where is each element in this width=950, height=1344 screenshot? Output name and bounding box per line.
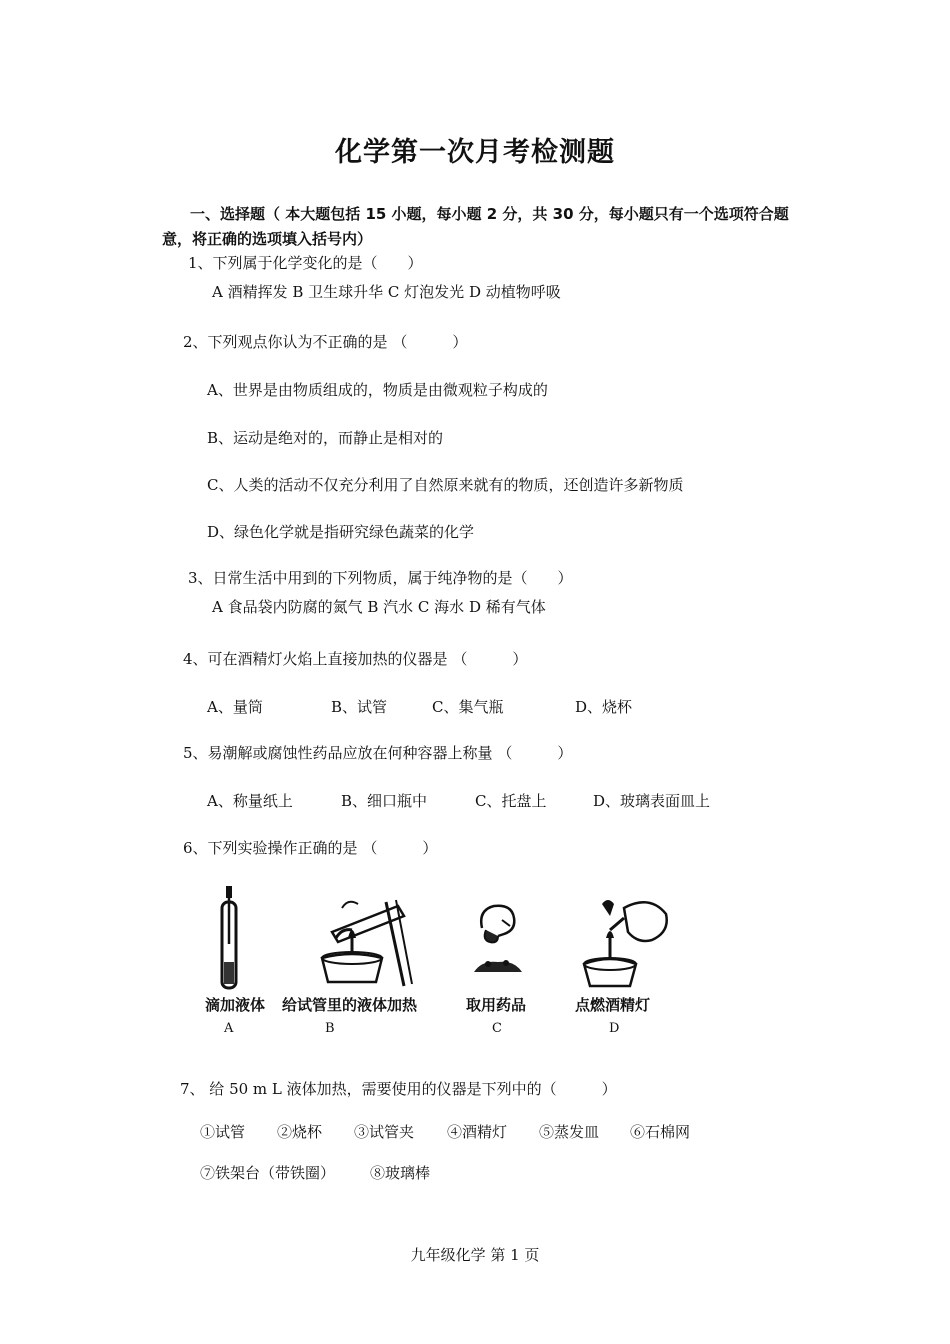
question-4-stem: 4、可在酒精灯火焰上直接加热的仪器是 （ ） xyxy=(183,650,528,668)
section-heading-line1: 一、选择题（ 本大题包括 15 小题，每小题 2 分，共 30 分，每小题只有一个选项符合题 xyxy=(190,205,789,223)
figure-b-caption: 给试管里的液体加热 xyxy=(282,996,418,1014)
question-7-item-7: ⑦铁架台（带铁圈） xyxy=(200,1164,336,1182)
question-2-option-a: A、世界是由物质组成的，物质是由微观粒子构成的 xyxy=(207,381,548,399)
question-7-item-8: ⑧玻璃棒 xyxy=(370,1164,431,1182)
question-4-option-b: B、试管 xyxy=(331,698,388,716)
figure-a-caption: 滴加液体 xyxy=(205,996,266,1014)
question-5-stem: 5、易潮解或腐蚀性药品应放在何种容器上称量 （ ） xyxy=(183,744,573,762)
figure-b-letter: B xyxy=(325,1021,335,1036)
figure-d-letter: D xyxy=(609,1021,620,1036)
section-heading-line2: 意，将正确的选项填入括号内） xyxy=(162,230,373,248)
question-5-option-b: B、细口瓶中 xyxy=(341,792,428,810)
question-7-item-1: ①试管 xyxy=(200,1123,246,1141)
question-5-option-c: C、托盘上 xyxy=(475,792,547,810)
question-2-option-d: D、绿色化学就是指研究绿色蔬菜的化学 xyxy=(207,523,475,541)
figure-b-heating-liquid xyxy=(312,888,422,990)
question-2-stem: 2、下列观点你认为不正确的是 （ ） xyxy=(183,333,468,351)
question-1-stem: 1、下列属于化学变化的是（ ） xyxy=(188,254,423,272)
figure-c-taking-reagent xyxy=(468,900,528,980)
question-3-stem: 3、日常生活中用到的下列物质，属于纯净物的是（ ） xyxy=(188,569,573,587)
question-4-option-d: D、烧杯 xyxy=(575,698,633,716)
figure-a-letter: A xyxy=(224,1021,234,1036)
page-footer: 九年级化学 第 1 页 xyxy=(410,1246,540,1264)
question-2-option-b: B、运动是绝对的，而静止是相对的 xyxy=(207,429,444,447)
question-7-item-4: ④酒精灯 xyxy=(447,1123,508,1141)
figure-d-lighting-lamp xyxy=(580,894,672,990)
question-5-option-d: D、玻璃表面皿上 xyxy=(593,792,711,810)
question-3-options: A 食品袋内防腐的氮气 B 汽水 C 海水 D 稀有气体 xyxy=(212,598,546,616)
question-2-option-c: C、人类的活动不仅充分利用了自然原来就有的物质，还创造许多新物质 xyxy=(207,476,684,494)
question-6-stem: 6、下列实验操作正确的是 （ ） xyxy=(183,839,438,857)
page-title: 化学第一次月考检测题 xyxy=(335,137,615,168)
question-7-item-2: ②烧杯 xyxy=(277,1123,323,1141)
question-5-option-a: A、称量纸上 xyxy=(207,792,293,810)
figure-c-letter: C xyxy=(492,1021,502,1036)
question-7-item-6: ⑥石棉网 xyxy=(630,1123,691,1141)
question-1-options: A 酒精挥发 B 卫生球升华 C 灯泡发光 D 动植物呼吸 xyxy=(212,283,561,301)
figure-d-caption: 点燃酒精灯 xyxy=(575,996,651,1014)
question-7-stem: 7、 给 50 m L 液体加热，需要使用的仪器是下列中的（ ） xyxy=(180,1080,617,1098)
question-7-item-3: ③试管夹 xyxy=(354,1123,415,1141)
figure-a-dropping-liquid xyxy=(210,884,250,990)
question-4-option-a: A、量筒 xyxy=(207,698,263,716)
question-7-item-5: ⑤蒸发皿 xyxy=(539,1123,600,1141)
figure-c-caption: 取用药品 xyxy=(466,996,527,1014)
question-4-option-c: C、集气瓶 xyxy=(432,698,504,716)
